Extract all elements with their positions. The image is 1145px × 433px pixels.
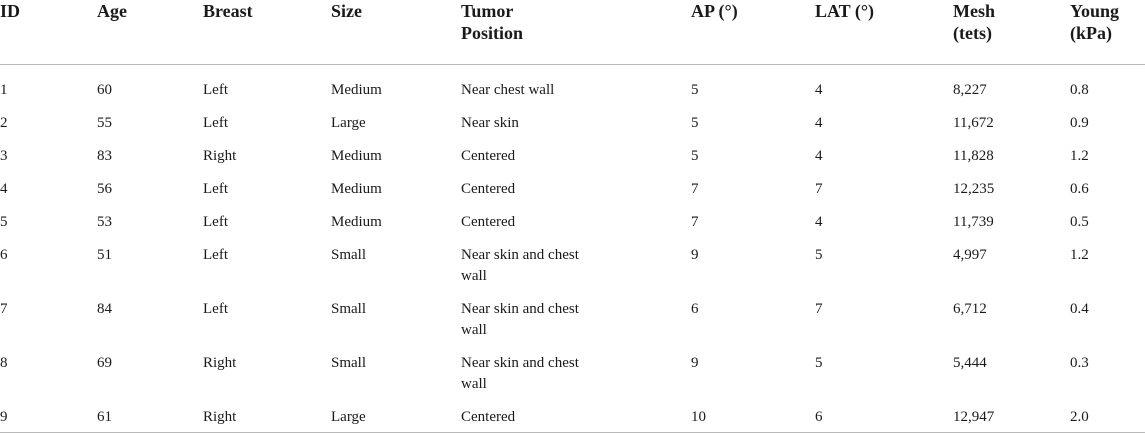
table-body — [0, 65, 1145, 433]
cell-size: Small — [331, 355, 367, 371]
cell-breast: Left — [203, 115, 228, 131]
cell-breast: Left — [203, 247, 228, 263]
cell-lat-angle: 7 — [815, 301, 823, 317]
cell-tumor-position — [461, 167, 691, 200]
cell-size: Medium — [331, 82, 382, 98]
column-header-text: LAT (°) — [815, 1, 875, 21]
cell-age: 61 — [97, 395, 203, 433]
cell-young-kpa: 1.2 — [1070, 247, 1089, 263]
cell-mesh-tets: 12,235 — [953, 181, 995, 197]
cell-young-kpa: 2.0 — [1070, 395, 1145, 433]
cell-tumor-position — [461, 200, 691, 233]
cell-young-kpa: 0.8 — [1070, 82, 1089, 98]
column-header-mesh-tets — [953, 0, 1070, 65]
table-header — [0, 0, 1145, 65]
column-header-text: Position — [461, 23, 524, 43]
cell-mesh-tets: 5,444 — [953, 355, 987, 371]
cell-lat-angle: 5 — [815, 247, 823, 263]
cell-lat-angle: 5 — [815, 355, 823, 371]
cell-ap-angle: 5 — [691, 148, 699, 164]
cell-tumor-position — [461, 287, 691, 341]
column-header-tumor-position — [461, 0, 691, 65]
cell-mesh-tets: 4,997 — [953, 247, 987, 263]
cell-age: 55 — [97, 115, 112, 131]
column-header-id — [0, 0, 97, 65]
cell-tumor-position — [461, 101, 691, 134]
cell-breast: Left — [203, 301, 228, 317]
column-header-size — [331, 0, 461, 65]
column-header-text: Size — [331, 1, 362, 21]
cell-tumor-position — [461, 65, 691, 102]
cell-lat-angle: 4 — [815, 214, 823, 230]
cell-mesh-tets: 8,227 — [953, 82, 987, 98]
cell-breast: Right — [203, 355, 237, 371]
cell-ap-angle: 7 — [691, 214, 699, 230]
cell-age: 53 — [97, 214, 112, 230]
cell-size: Medium — [331, 181, 382, 197]
cell-mesh-tets: 11,672 — [953, 115, 994, 131]
cell-young-kpa: 0.9 — [1070, 115, 1089, 131]
cell-young-kpa: 0.4 — [1070, 301, 1089, 317]
cell-id: 3 — [0, 148, 8, 164]
cell-age: 83 — [97, 148, 112, 164]
cell-line: wall — [461, 268, 487, 284]
cell-line: Near chest wall — [461, 82, 555, 98]
cell-line: Near skin and chest — [461, 355, 579, 371]
cell-ap-angle: 10 — [691, 395, 815, 433]
cell-ap-angle: 7 — [691, 181, 699, 197]
column-header-age — [97, 0, 203, 65]
cell-lat-angle: 6 — [815, 395, 953, 433]
cell-line: Centered — [461, 181, 516, 197]
cell-line: Centered — [461, 148, 516, 164]
cell-ap-angle: 6 — [691, 301, 699, 317]
cell-age: 56 — [97, 181, 112, 197]
cell-id: 8 — [0, 355, 8, 371]
cell-id: 2 — [0, 115, 8, 131]
cell-size: Large — [331, 115, 366, 131]
column-header-text: (tets) — [953, 23, 992, 43]
column-header-text: Breast — [203, 1, 253, 21]
cell-line: Near skin and chest — [461, 301, 579, 317]
table-row — [0, 233, 1145, 287]
cell-size: Medium — [331, 214, 382, 230]
cell-size: Small — [331, 247, 367, 263]
cell-id: 4 — [0, 181, 8, 197]
cell-age: 84 — [97, 301, 112, 317]
table-row — [0, 287, 1145, 341]
cell-id: 6 — [0, 247, 8, 263]
cell-young-kpa: 0.6 — [1070, 181, 1089, 197]
cell-size: Small — [331, 301, 367, 317]
column-header-text: Age — [97, 1, 127, 21]
cell-line: wall — [461, 322, 487, 338]
cell-line: wall — [461, 376, 487, 392]
cell-size: Medium — [331, 148, 382, 164]
column-header-breast — [203, 0, 331, 65]
column-header-text: AP (°) — [691, 1, 738, 21]
cell-tumor-position — [461, 134, 691, 167]
cell-mesh-tets: 12,947 — [953, 395, 1070, 433]
cell-breast: Right — [203, 148, 237, 164]
column-header-text: ID — [0, 1, 21, 21]
column-header-lat-angle — [815, 0, 953, 65]
cell-young-kpa: 0.5 — [1070, 214, 1089, 230]
cell-breast: Right — [203, 395, 331, 433]
cell-mesh-tets: 6,712 — [953, 301, 987, 317]
cell-id: 9 — [0, 395, 97, 433]
column-header-text: Tumor — [461, 1, 514, 21]
column-header-text: Mesh — [953, 1, 995, 21]
column-header-text: (kPa) — [1070, 23, 1112, 43]
cell-age: 69 — [97, 355, 112, 371]
cell-ap-angle: 5 — [691, 82, 699, 98]
cell-mesh-tets: 11,739 — [953, 214, 994, 230]
cell-young-kpa: 1.2 — [1070, 148, 1089, 164]
cell-id: 1 — [0, 82, 8, 98]
cell-lat-angle: 7 — [815, 181, 823, 197]
cell-lat-angle: 4 — [815, 148, 823, 164]
cell-age: 51 — [97, 247, 112, 263]
cell-line: Near skin and chest — [461, 247, 579, 263]
cell-lat-angle: 4 — [815, 115, 823, 131]
table-row — [0, 341, 1145, 395]
cell-breast: Left — [203, 181, 228, 197]
column-header-text: Young — [1070, 1, 1120, 21]
cell-id: 7 — [0, 301, 8, 317]
table-row — [0, 101, 1145, 134]
header-row — [0, 0, 1145, 65]
table-row — [0, 200, 1145, 233]
cell-tumor-position — [461, 233, 691, 287]
cell-mesh-tets: 11,828 — [953, 148, 994, 164]
cell-size: Large — [331, 395, 461, 433]
cell-age: 60 — [97, 82, 112, 98]
cell-tumor-position — [461, 341, 691, 395]
cell-line: Centered — [461, 214, 516, 230]
table-row — [0, 65, 1145, 102]
cell-ap-angle: 9 — [691, 247, 699, 263]
column-header-ap-angle — [691, 0, 815, 65]
table-row — [0, 167, 1145, 200]
column-header-young-kpa — [1070, 0, 1145, 65]
cell-line: Near skin — [461, 115, 519, 131]
cell-ap-angle: 5 — [691, 115, 699, 131]
cell-young-kpa: 0.3 — [1070, 355, 1089, 371]
cell-ap-angle: 9 — [691, 355, 699, 371]
cell-lat-angle: 4 — [815, 82, 823, 98]
cell-breast: Left — [203, 82, 228, 98]
cell-id: 5 — [0, 214, 8, 230]
cell-breast: Left — [203, 214, 228, 230]
table-row — [0, 134, 1145, 167]
cell-line: Centered — [461, 409, 516, 425]
